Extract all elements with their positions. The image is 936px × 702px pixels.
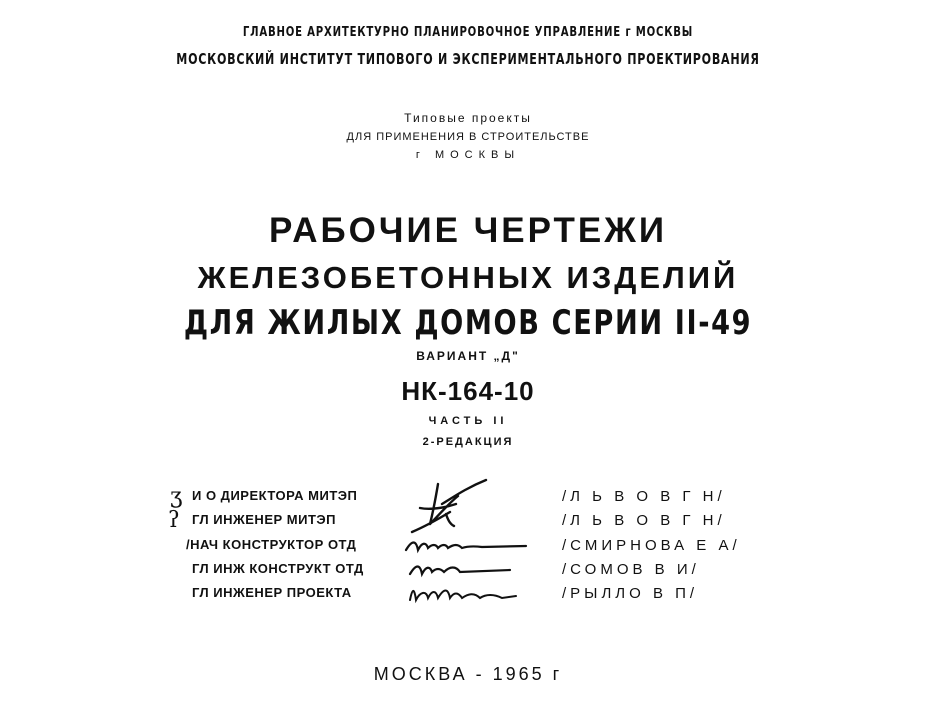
org-line-2: МОСКОВСКИЙ ИНСТИТУТ ТИПОВОГО И ЭКСПЕРИМЕНТАЛЬНОГО ПРОЕКТИРОВАНИЯ — [176, 50, 760, 68]
signatory-name: /СМИРНОВА Е А/ — [562, 537, 741, 554]
place-year: МОСКВА - 1965 г — [373, 664, 563, 684]
edition-label: 2-РЕДАКЦИЯ — [422, 436, 514, 448]
title-line-1: РАБОЧИЕ ЧЕРТЕЖИ — [268, 211, 668, 250]
signatory-role: И О ДИРЕКТОРА МИТЭП — [192, 488, 358, 503]
signatory-role: /НАЧ КОНСТРУКТОР ОТД — [186, 537, 357, 552]
variant-label: ВАРИАНТ „Д" — [416, 349, 520, 363]
subtitle-line-3: г МОСКВЫ — [415, 149, 521, 161]
signature-somov-icon — [406, 560, 516, 580]
part-label: ЧАСТЬ II — [428, 415, 508, 427]
signatory-name: /Л Ь В О В Г Н/ — [562, 488, 726, 505]
signatory-name: /Л Ь В О В Г Н/ — [562, 512, 726, 529]
signature-smirnova-icon — [402, 536, 532, 556]
signatory-name: /СОМОВ В И/ — [562, 561, 700, 578]
signature-ryllo-icon — [404, 582, 524, 606]
org-line-1: ГЛАВНОЕ АРХИТЕКТУРНО ПЛАНИРОВОЧНОЕ УПРАВЛЕНИЕ г МОСКВЫ — [242, 25, 694, 40]
handwritten-mark-icon: ʔ — [168, 508, 180, 533]
signatory-name: /РЫЛЛО В П/ — [562, 585, 699, 602]
document-code: НК-164-10 — [401, 376, 535, 406]
signatory-role: ГЛ ИНЖЕНЕР МИТЭП — [192, 512, 336, 527]
title-line-3: ДЛЯ ЖИЛЫХ ДОМОВ СЕРИИ II-49 — [183, 303, 753, 343]
signatory-role: ГЛ ИНЖЕНЕР ПРОЕКТА — [192, 585, 352, 600]
subtitle-line-1: Типовые проекты — [404, 111, 532, 125]
signatory-role: ГЛ ИНЖ КОНСТРУКТ ОТД — [192, 561, 364, 576]
handwritten-mark-icon: ʒ — [170, 484, 183, 509]
title-line-2: ЖЕЛЕЗОБЕТОННЫХ ИЗДЕЛИЙ — [197, 260, 739, 295]
signature-lvov-icon — [400, 474, 510, 538]
subtitle-line-2: ДЛЯ ПРИМЕНЕНИЯ В СТРОИТЕЛЬСТВЕ — [346, 131, 590, 143]
